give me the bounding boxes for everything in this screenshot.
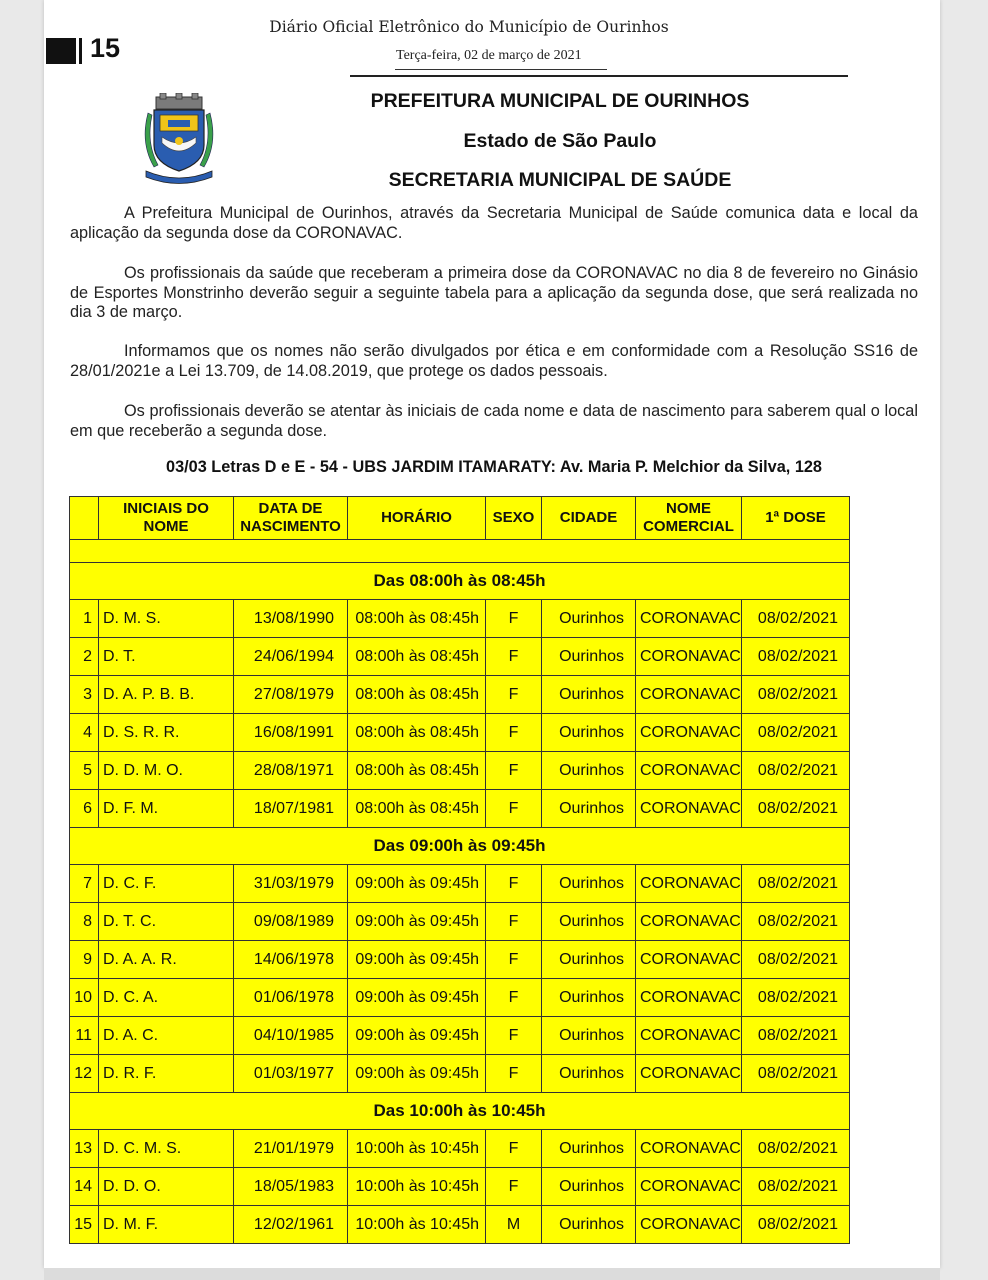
cell-time: 10:00h às 10:45h (348, 1130, 486, 1168)
cell-sex: F (486, 1168, 542, 1206)
time-group-row (70, 828, 850, 865)
secretaria-heading: SECRETARIA MUNICIPAL DE SAÚDE (388, 169, 732, 191)
vaccination-schedule-table (69, 496, 850, 1244)
cell-number: 4 (70, 714, 99, 752)
cell-initials: D. R. F. (99, 1055, 234, 1093)
table-caption: 03/03 Letras D e E - 54 - UBS JARDIM ITAMARATY: Av. Maria P. Melchior da Silva, 128 (166, 458, 822, 476)
cell-city: Ourinhos (542, 638, 636, 676)
cell-dob: 01/03/1977 (234, 1055, 348, 1093)
cell-time: 09:00h às 09:45h (348, 1017, 486, 1055)
cell-city: Ourinhos (542, 790, 636, 828)
table-row (70, 600, 850, 638)
prefeitura-heading: PREFEITURA MUNICIPAL DE OURINHOS (370, 90, 750, 112)
cell-brand: CORONAVAC (636, 1017, 742, 1055)
cell-number: 14 (70, 1168, 99, 1206)
cell-number: 8 (70, 903, 99, 941)
cell-number: 5 (70, 752, 99, 790)
header-sex: SEXO (486, 497, 542, 540)
cell-sex: F (486, 979, 542, 1017)
table-header-row (70, 497, 850, 540)
cell-first-dose: 08/02/2021 (742, 1206, 850, 1244)
cell-dob: 12/02/1961 (234, 1206, 348, 1244)
cell-time: 08:00h às 08:45h (348, 714, 486, 752)
cell-sex: F (486, 676, 542, 714)
table-row (70, 1168, 850, 1206)
cell-initials: D. C. M. S. (99, 1130, 234, 1168)
cell-city: Ourinhos (542, 600, 636, 638)
cell-initials: D. D. O. (99, 1168, 234, 1206)
cell-sex: F (486, 1017, 542, 1055)
cell-sex: F (486, 903, 542, 941)
cell-sex: F (486, 1055, 542, 1093)
spacer-row (70, 540, 850, 563)
cell-city: Ourinhos (542, 1130, 636, 1168)
cell-city: Ourinhos (542, 903, 636, 941)
cell-sex: F (486, 638, 542, 676)
state-heading: Estado de São Paulo (463, 130, 657, 152)
cell-brand: CORONAVAC (636, 638, 742, 676)
cell-brand: CORONAVAC (636, 865, 742, 903)
cell-sex: F (486, 1130, 542, 1168)
page-number-block (46, 38, 76, 64)
cell-brand: CORONAVAC (636, 714, 742, 752)
table-row (70, 676, 850, 714)
time-group-label: Das 10:00h às 10:45h (70, 1093, 850, 1130)
time-group-label: Das 09:00h às 09:45h (70, 828, 850, 865)
cell-dob: 28/08/1971 (234, 752, 348, 790)
cell-initials: D. M. S. (99, 600, 234, 638)
cell-brand: CORONAVAC (636, 1055, 742, 1093)
page-number: 15 (90, 33, 121, 63)
cell-city: Ourinhos (542, 941, 636, 979)
cell-dob: 16/08/1991 (234, 714, 348, 752)
header-time: HORÁRIO (348, 497, 486, 540)
cell-city: Ourinhos (542, 979, 636, 1017)
cell-initials: D. A. C. (99, 1017, 234, 1055)
cell-first-dose: 08/02/2021 (742, 1017, 850, 1055)
cell-time: 10:00h às 10:45h (348, 1206, 486, 1244)
cell-initials: D. D. M. O. (99, 752, 234, 790)
cell-number: 7 (70, 865, 99, 903)
header-first-dose: 1ª DOSE (742, 497, 850, 540)
cell-first-dose: 08/02/2021 (742, 1168, 850, 1206)
cell-dob: 18/05/1983 (234, 1168, 348, 1206)
cell-dob: 09/08/1989 (234, 903, 348, 941)
table-row (70, 638, 850, 676)
cell-first-dose: 08/02/2021 (742, 600, 850, 638)
cell-city: Ourinhos (542, 1168, 636, 1206)
cell-number: 1 (70, 600, 99, 638)
cell-brand: CORONAVAC (636, 903, 742, 941)
cell-sex: F (486, 790, 542, 828)
header-dob: DATA DE NASCIMENTO (234, 497, 348, 540)
cell-number: 9 (70, 941, 99, 979)
cell-first-dose: 08/02/2021 (742, 752, 850, 790)
table-row (70, 979, 850, 1017)
page-number-separator (79, 38, 82, 64)
cell-brand: CORONAVAC (636, 1130, 742, 1168)
table-row (70, 1130, 850, 1168)
cell-initials: D. A. A. R. (99, 941, 234, 979)
cell-number: 13 (70, 1130, 99, 1168)
cell-sex: F (486, 865, 542, 903)
paragraph-4: Os profissionais deverão se atentar às iniciais de cada nome e data de nascimento para saberem qual o local em que receberão a segunda dose. (70, 402, 918, 440)
cell-time: 08:00h às 08:45h (348, 752, 486, 790)
header-initials: INICIAIS DO NOME (99, 497, 234, 540)
cell-brand: CORONAVAC (636, 600, 742, 638)
cell-time: 09:00h às 09:45h (348, 941, 486, 979)
cell-initials: D. F. M. (99, 790, 234, 828)
cell-initials: D. T. (99, 638, 234, 676)
cell-sex: F (486, 752, 542, 790)
cell-time: 09:00h às 09:45h (348, 865, 486, 903)
cell-sex: F (486, 600, 542, 638)
time-group-row (70, 563, 850, 600)
cell-first-dose: 08/02/2021 (742, 903, 850, 941)
header-brand: NOME COMERCIAL (636, 497, 742, 540)
cell-first-dose: 08/02/2021 (742, 1055, 850, 1093)
cell-dob: 14/06/1978 (234, 941, 348, 979)
time-group-row (70, 1093, 850, 1130)
cell-time: 08:00h às 08:45h (348, 676, 486, 714)
header-city: CIDADE (542, 497, 636, 540)
cell-dob: 01/06/1978 (234, 979, 348, 1017)
cell-first-dose: 08/02/2021 (742, 714, 850, 752)
cell-brand: CORONAVAC (636, 941, 742, 979)
time-group-label: Das 08:00h às 08:45h (70, 563, 850, 600)
cell-dob: 24/06/1994 (234, 638, 348, 676)
cell-number: 3 (70, 676, 99, 714)
cell-time: 08:00h às 08:45h (348, 638, 486, 676)
header-rule (350, 75, 848, 77)
cell-sex: M (486, 1206, 542, 1244)
cell-initials: D. C. F. (99, 865, 234, 903)
cell-dob: 27/08/1979 (234, 676, 348, 714)
cell-time: 08:00h às 08:45h (348, 600, 486, 638)
cell-number: 11 (70, 1017, 99, 1055)
cell-number: 10 (70, 979, 99, 1017)
cell-time: 09:00h às 09:45h (348, 979, 486, 1017)
table-row (70, 1055, 850, 1093)
cell-number: 12 (70, 1055, 99, 1093)
table-row (70, 1017, 850, 1055)
cell-city: Ourinhos (542, 1017, 636, 1055)
paragraph-3: Informamos que os nomes não serão divulgados por ética e em conformidade com a Resolução SS16 de 28/01/2021e a Lei 13.709, de 14.08.2019, que protege os dados pessoais. (70, 342, 918, 380)
cell-dob: 21/01/1979 (234, 1130, 348, 1168)
cell-city: Ourinhos (542, 752, 636, 790)
cell-city: Ourinhos (542, 714, 636, 752)
table-row (70, 752, 850, 790)
gazette-date: Terça-feira, 02 de março de 2021 (396, 48, 582, 63)
cell-first-dose: 08/02/2021 (742, 1130, 850, 1168)
table-row (70, 903, 850, 941)
cell-brand: CORONAVAC (636, 676, 742, 714)
table-row (70, 941, 850, 979)
cell-initials: D. C. A. (99, 979, 234, 1017)
cell-time: 08:00h às 08:45h (348, 790, 486, 828)
table-row (70, 865, 850, 903)
header-number (70, 497, 99, 540)
cell-brand: CORONAVAC (636, 979, 742, 1017)
cell-city: Ourinhos (542, 1206, 636, 1244)
paragraph-1: A Prefeitura Municipal de Ourinhos, através da Secretaria Municipal de Saúde comunica data e local da aplicação da segunda dose da CORONAVAC. (70, 204, 918, 242)
cell-dob: 13/08/1990 (234, 600, 348, 638)
cell-sex: F (486, 714, 542, 752)
table-row (70, 714, 850, 752)
cell-initials: D. T. C. (99, 903, 234, 941)
paragraph-2: Os profissionais da saúde que receberam a primeira dose da CORONAVAC no dia 8 de fevereiro no Ginásio de Esportes Monstrinho deverão seguir a seguinte tabela para a aplicação da segunda dose, que será realizada no dia 3 de março. (70, 264, 918, 321)
cell-city: Ourinhos (542, 865, 636, 903)
cell-city: Ourinhos (542, 1055, 636, 1093)
cell-first-dose: 08/02/2021 (742, 865, 850, 903)
cell-brand: CORONAVAC (636, 752, 742, 790)
cell-city: Ourinhos (542, 676, 636, 714)
cell-time: 10:00h às 10:45h (348, 1168, 486, 1206)
table-row (70, 790, 850, 828)
cell-number: 15 (70, 1206, 99, 1244)
cell-first-dose: 08/02/2021 (742, 638, 850, 676)
cell-first-dose: 08/02/2021 (742, 676, 850, 714)
cell-time: 09:00h às 09:45h (348, 1055, 486, 1093)
cell-sex: F (486, 941, 542, 979)
page-bottom-shadow (44, 1268, 940, 1280)
coat-of-arms-icon (138, 93, 220, 185)
cell-brand: CORONAVAC (636, 1206, 742, 1244)
cell-dob: 18/07/1981 (234, 790, 348, 828)
cell-initials: D. S. R. R. (99, 714, 234, 752)
cell-initials: D. A. P. B. B. (99, 676, 234, 714)
cell-first-dose: 08/02/2021 (742, 941, 850, 979)
table-row (70, 1206, 850, 1244)
cell-time: 09:00h às 09:45h (348, 903, 486, 941)
cell-initials: D. M. F. (99, 1206, 234, 1244)
cell-brand: CORONAVAC (636, 1168, 742, 1206)
gazette-title: Diário Oficial Eletrônico do Município de Ourinhos (269, 18, 669, 36)
cell-first-dose: 08/02/2021 (742, 979, 850, 1017)
date-underline (395, 69, 607, 70)
cell-dob: 31/03/1979 (234, 865, 348, 903)
cell-number: 2 (70, 638, 99, 676)
cell-dob: 04/10/1985 (234, 1017, 348, 1055)
cell-first-dose: 08/02/2021 (742, 790, 850, 828)
cell-number: 6 (70, 790, 99, 828)
cell-brand: CORONAVAC (636, 790, 742, 828)
